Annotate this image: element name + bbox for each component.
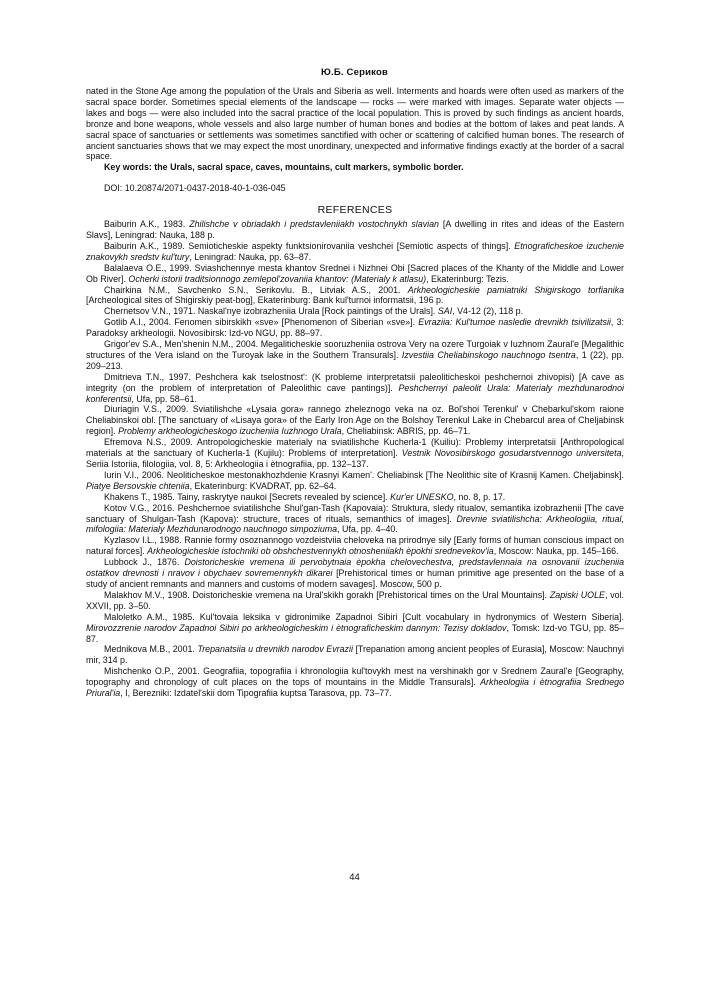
reference-text: Gotlib A.I., 2004. Fenomen sibirskikh «sve» [Phenomenon of Siberian «sve»]. [104, 317, 419, 328]
reference-text: Kotov V.G., 2016. Peshchernoe sviatilishche Shul'gan-Tash (Kapovaia): Struktura, sledy ritualov, semantika izobrazhenii [The cave sanctuary of Shulgan-Tash (Kapova): structure, traces of rituals, semanthics of images]. [86, 502, 624, 524]
running-head: Ю.Б. Сериков [320, 67, 388, 78]
reference-title-italic: Etnograficheskoe izuchenie znakovykh sredstv kul'tury [86, 240, 624, 262]
reference-text-tail: [A dwelling in rites and ideas of the Eastern Slavs], Leningrad: Nauka, 188 p. [86, 219, 625, 240]
reference-text-tail: , vol. XXVII, pp. 3–50. [86, 589, 625, 611]
reference-item [86, 535, 624, 557]
reference-item [86, 219, 624, 241]
reference-item [86, 306, 624, 317]
keywords: Key words: the Urals, sacral space, caves, mountains, cult markers, symbolic border. [104, 162, 464, 173]
reference-text: Khakens T., 1985. Tainy, raskrytye naukoi [Secrets revealed by science]. [104, 491, 391, 502]
reference-title-italic: Trepanatsiia u drevnikh narodov Evrazii [197, 644, 353, 655]
reference-text-tail: , Ufa, pp. 58–61. [131, 393, 198, 404]
reference-text: Iurin V.I., 2006. Neoliticheskoe mestonakhozhdenie Krasnyi Kamen'. Cheliabinsk [The Neolithic site of Krasnij Kamen. Cheljabinsk]. [104, 469, 624, 480]
reference-text: Balalaeva O.E., 1999. Sviashchennye mesta khantov Srednei i Nizhnei Obi [Sacred places of the Khanty of the Middle and Lower Ob River]. [86, 262, 624, 284]
reference-text: Efremova N.S., 2009. Antropologicheskie materialy na sviatilishche Kucherla-1 (Kuiliu): Problemy interpretatsii [Anthropological materials at the sanctuary of Kucherla-1 (Kujilu): Problems of interpretation]. [86, 437, 624, 459]
reference-item [86, 612, 624, 645]
reference-text: Lubbock J., 1876. [104, 557, 185, 568]
reference-text-tail: , no. 8, p. 17. [453, 491, 506, 502]
reference-item [86, 557, 624, 590]
reference-item [86, 404, 624, 437]
reference-item [86, 590, 624, 612]
references-heading: REFERENCES [317, 204, 393, 217]
reference-item [86, 492, 624, 503]
reference-title-italic: Vestnik Novosibirskogo gosudarstvennogo universiteta [401, 448, 622, 459]
reference-text-tail: , Seriia Istoriia, filologiia, vol. 8, 5: Arkheologiia i ètnografiia, pp. 132–137. [86, 448, 624, 469]
reference-text-tail: , 1 (22), pp. 209–213. [86, 349, 624, 371]
reference-text-tail: [Trepanation among ancient peoples of Eurasia], Moscow: Nauchnyi mir, 314 p. [86, 644, 624, 666]
reference-text-tail: , V4-12 (2), 118 p. [452, 306, 524, 317]
reference-text-tail: , Ekaterinburg: KVADRAT, pp. 62–64. [189, 480, 337, 491]
reference-text-tail: , Ufa, pp. 4–40. [337, 524, 398, 535]
reference-item [86, 263, 624, 285]
reference-text-tail: , 3: Paradoksy arkheologii. Novosibirsk: Izd-vo NGU, pp. 88–97. [86, 317, 624, 339]
reference-item [86, 317, 624, 339]
reference-text-tail: , Ekaterinburg: Tezis. [426, 273, 509, 284]
reference-title-italic: Izvestiia Cheliabinskogo nauchnogo tsentra [401, 349, 576, 360]
reference-text: Baiburin A.K., 1989. Semioticheskie aspekty funktsionirovaniia veshchei [Semiotic aspects of things]. [104, 240, 515, 251]
article-body [86, 86, 624, 699]
reference-text: Grigor'ev S.A., Men'shenin N.M., 2004. Megaliticheskie sooruzheniia ostrova Very na ozere Turgoiak v Iuzhnom Zaural'e [Megalithic structures of the Vera island on the Turoyak lake in the Southern Transurals]. [86, 339, 624, 360]
reference-title-italic: Problemy arkheologicheskogo izucheniia Iuzhnogo Urala [118, 426, 342, 437]
reference-item [86, 644, 624, 666]
reference-item [86, 666, 624, 699]
reference-text: Kyzlasov I.L., 1988. Rannie formy osoznannogo vozdeistviia cheloveka na prirodnye sily [Early forms of human conscious impact on natural forces]. [86, 535, 624, 557]
reference-title-italic: Zapiski UOLE [549, 589, 605, 600]
reference-title-italic: Zhilishche v obriadakh i predstavleniiakh vostochnykh slavian [189, 219, 439, 230]
reference-title-italic: Mirovozzrenie narodov Zapadnoi Sibiri po arkheologicheskim i ètnograficheskim dannym: Tezisy dokladov [86, 622, 507, 633]
reference-title-italic: Arkheologiia i ètnografiia Srednego Priural'ia [86, 677, 624, 699]
reference-item [86, 241, 624, 263]
reference-item [86, 437, 624, 470]
reference-text: Dmitrieva T.N., 1997. Peshchera kak tselostnost': (K probleme interpretatsii paleoliticheskoi peshchernoi zhivopisi) [A cave as integrity (on the problem of interpretation of Paleolithic cave pantings)]. [86, 371, 624, 393]
reference-text: Chairkina N.M., Savchenko S.N., Serikovlu. B., Litviak A.S., 2001. [104, 284, 408, 295]
reference-item [86, 503, 624, 536]
page-number: 44 [349, 872, 360, 883]
reference-text: Chernetsov V.N., 1971. Naskal'nye izobrazheniia Urala [Rock paintings of the Urals]. [104, 306, 438, 317]
doi: DOI: 10.20874/2071-0437-2018-40-1-036-045 [104, 183, 286, 194]
reference-item [86, 285, 624, 307]
reference-text-tail: [Archeological sites of Shigirskiy peat-bog], Ekaterinburg: Bank kul'turnoi informatsii, 196 p. [86, 295, 444, 306]
reference-text: Maloletko A.M., 1985. Kul'tovaia leksika v gidronimike Zapadnoi Sibiri [Cult vocabulary in hydronymics of Western Siberia]. [104, 611, 624, 622]
reference-title-italic: Peshchernyi paleolit Urala: Materialy mezhdunarodnoi konferentsii [86, 382, 624, 404]
reference-text-tail: , I, Berezniki: Izdatel'skii dom Tipografiia kuptsa Tarasova, pp. 73–77. [120, 688, 392, 699]
reference-title-italic: Kur'er UNESKO [390, 491, 454, 502]
abstract-continuation: nated in the Stone Age among the population of the Urals and Siberia as well. Interments and hoards were often used as markers of the sacral space border. Sometimes special elements of the landscape — rocks — were marked with images. Separate water objects — lakes and bogs — were also included into the sacral practice of the local population. This is proved by such findings as ancient hoards, bronze and bone weapons, whole vessels and also large number of human bones and bodies at the bottom of lakes and peat lands. A sacral space of sanctuaries or settlements was sometimes sanctified with ocher or scattering of calcified human bones. The research of ancient sanctuaries shows that we may expect the most unordinary, unexpected and informative findings exactly at the border of a sacral space. [86, 86, 624, 162]
reference-text: Diuriagin V.S., 2009. Sviatilishche «Lysaia gora» rannego zheleznogo veka na oz. Bol'shoi Terenkul' v Chebarkul'skom raione Cheliabinskoi obl. [The sanctuary of «Lisaya gora» of the Early Iron Age on the Bolshoy Terenkul Lake in Chebarcul area of Cheljabinsk region]. [86, 404, 624, 437]
reference-text-tail: , Cheliabinsk: ABRIS, pp. 46–71. [341, 426, 471, 437]
reference-text: Baiburin A.K., 1983. [104, 219, 190, 230]
reference-title-italic: Arkheologicheskie istochniki ob obshchestvennykh otnosheniiakh èpokhi srednevekov'ia [147, 546, 494, 557]
reference-title-italic: Ocherki istorii traditsionnogo zemlepol'zovaniia khantov: (Materialy k atlasu) [128, 273, 427, 284]
reference-text: Mednikova M.B., 2001. [104, 644, 198, 655]
reference-title-italic: Drevnie sviatilishcha: Arkheologiia, ritual, mifologiia: Materialy Mezhdunarodnogo nauchnogo simpoziuma [86, 513, 624, 535]
reference-item [86, 339, 624, 372]
reference-text-tail: [Prehistorical times or human primitive age presented on the base of a study of ancient remnants and manners and customs of modern savages]. Moscow, 500 p. [86, 568, 624, 589]
reference-list [86, 219, 624, 699]
reference-text: Mishchenko O.P., 2001. Geografiia, topografiia i khronologiia kul'tovykh mest na vershinakh gor v Srednem Zaural'e [Geography, topography and chronology of cult places on the tops of mountains in the Middle Transurals]. [86, 666, 624, 688]
reference-title-italic: Arkheologicheskie pamiatniki Shigirskogo torfianika [407, 284, 625, 295]
reference-text-tail: , Leningrad: Nauka, pp. 63–87. [189, 251, 312, 262]
reference-text-tail: , Moscow: Nauka, pp. 145–166. [493, 546, 619, 557]
reference-title-italic: SAI [437, 306, 453, 317]
reference-item [86, 372, 624, 405]
reference-text: Malakhov M.V., 1908. Doistoricheskie vremena na Ural'skikh gorakh [Prehistorical times on the Ural Mountains]. [104, 589, 550, 600]
reference-title-italic: Doistoricheskie vremena ili pervobytnaia èpokha chelovechestva, predstavlennaia na osnovanii izucheniia ostatkov drevnosti i nravov i obychaev sovremennykh dikarei [86, 557, 625, 579]
reference-title-italic: Piatye Bersovskie chteniia [86, 480, 190, 491]
reference-item [86, 470, 624, 492]
reference-title-italic: Evraziia: Kul'turnoe nasledie drevnikh tsivilizatsii [418, 317, 611, 328]
reference-text-tail: , Tomsk: Izd-vo TGU, pp. 85–87. [86, 622, 625, 644]
